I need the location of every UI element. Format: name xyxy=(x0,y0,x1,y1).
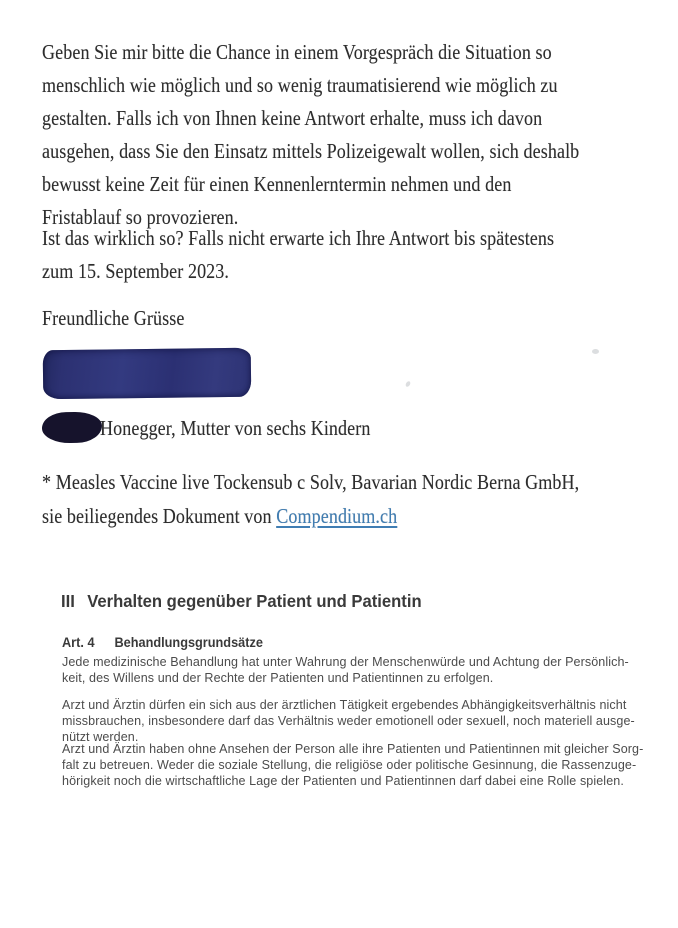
text-line: bewusst keine Zeit für einen Kennenlerntermin nehmen und den xyxy=(42,172,512,196)
text-line: ausgehen, dass Sie den Einsatz mittels Polizeigewalt wollen, sich deshalb xyxy=(42,139,580,163)
text-line: hörigkeit noch die wirtschaftliche Lage der Patienten und Patientinnen darf dabei eine Rolle spielen. xyxy=(62,773,624,788)
text-line: Geben Sie mir bitte die Chance in einem Vorgespräch die Situation so xyxy=(42,40,552,64)
text-line: menschlich wie möglich und so wenig traumatisierend wie möglich zu xyxy=(42,73,558,97)
footnote-line-1: * Measles Vaccine live Tockensub c Solv, Bavarian Nordic Berna GmbH, xyxy=(42,470,580,494)
text-line: keit, des Willens und der Rechte der Patienten und Patientinnen zu erfolgen. xyxy=(62,670,494,685)
scan-speck xyxy=(405,380,411,387)
article-title: Behandlungsgrundsätze xyxy=(114,635,263,650)
section-number: III xyxy=(61,591,75,611)
article-label: Art. 4 xyxy=(62,635,95,650)
compendium-link[interactable]: Compendium.ch xyxy=(276,504,398,528)
section-title: Verhalten gegenüber Patient und Patientin xyxy=(87,591,422,611)
redaction-blue-block xyxy=(43,348,252,400)
text-line: nützt werden. xyxy=(62,729,139,744)
redaction-black-blob xyxy=(42,411,103,443)
footnote-line-2-prefix: sie beiliegendes Dokument von xyxy=(42,504,277,528)
scan-speck xyxy=(592,349,599,354)
text-line: Arzt und Ärztin haben ohne Ansehen der Person alle ihre Patienten und Patientinnen mit gleicher Sorg- xyxy=(62,741,644,756)
text-line: zum 15. September 2023. xyxy=(42,259,230,283)
regulation-article-heading xyxy=(62,635,263,650)
regulation-paragraph-1 xyxy=(62,654,629,686)
text-line: Ist das wirklich so? Falls nicht erwarte ich Ihre Antwort bis spätestens xyxy=(42,226,555,250)
letter-paragraph-2 xyxy=(42,222,554,288)
letter-paragraph-1 xyxy=(42,36,579,234)
text-line: missbrauchen, insbesondere darf das Verhältnis weder emotionell oder sexuell, noch materiell ausge- xyxy=(62,713,635,728)
regulation-section-heading xyxy=(61,591,422,612)
text-line: Arzt und Ärztin dürfen ein sich aus der ärztlichen Tätigkeit ergebendes Abhängigkeitsverhältnis nicht xyxy=(62,697,627,712)
text-line: falt zu betreuen. Weder die soziale Stellung, die religiöse oder politische Gesinnung, die Rassenzuge- xyxy=(62,757,637,772)
text-line: Fristablauf so provozieren. xyxy=(42,205,239,229)
text-line: Jede medizinische Behandlung hat unter Wahrung der Menschenwürde und Achtung der Persönlich- xyxy=(62,654,629,669)
letter-closing: Freundliche Grüsse xyxy=(42,306,185,330)
text-line: gestalten. Falls ich von Ihnen keine Antwort erhalte, muss ich davon xyxy=(42,106,543,130)
footnote-line-2 xyxy=(42,500,397,533)
regulation-paragraph-3 xyxy=(62,741,643,789)
signature-name-text: Honegger, Mutter von sechs Kindern xyxy=(100,416,371,440)
regulation-paragraph-2 xyxy=(62,697,635,745)
